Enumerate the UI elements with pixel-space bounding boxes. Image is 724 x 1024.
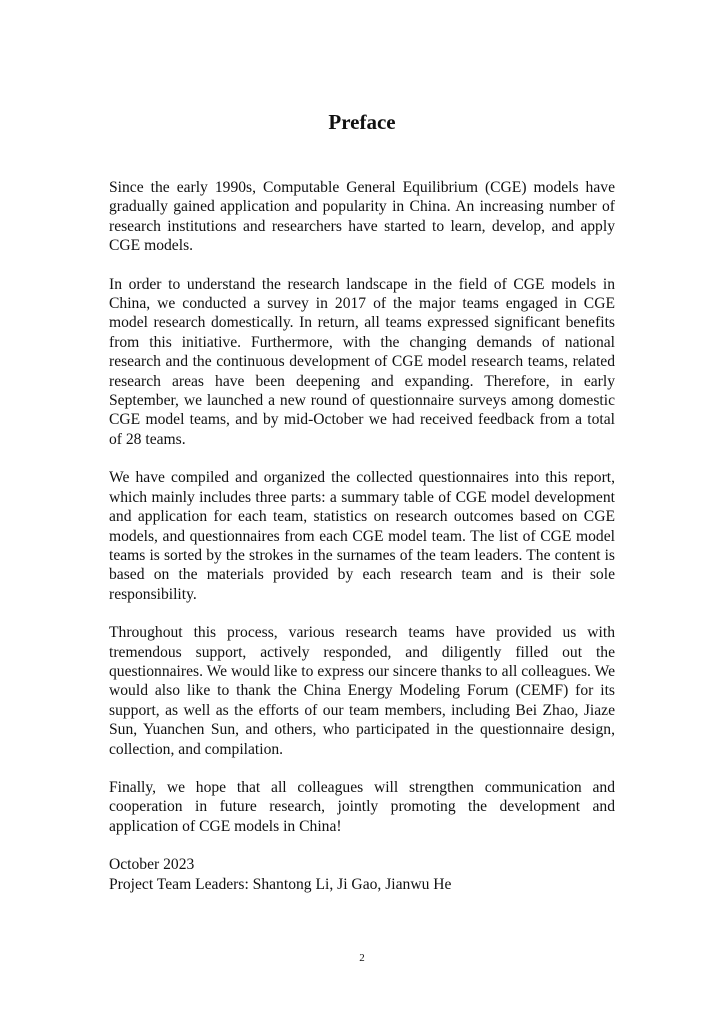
signature-leaders: Project Team Leaders: Shantong Li, Ji Gao, Jianwu He xyxy=(109,875,452,893)
paragraph-survey: In order to understand the research landscape in the field of CGE models in China, we conducted a survey in 2017 of the major teams engaged in CGE model research domestically. In return, all teams expressed significant benefits from this initiative. Furthermore, with the changing demands of national research and the continuous development of CGE model research teams, related research areas have been deepening and expanding. Therefore, in early September, we launched a new round of questionnaire surveys among domestic CGE model teams, and by mid-October we had received feedback from a total of 28 teams. xyxy=(109,275,615,448)
paragraph-closing: Finally, we hope that all colleagues will strengthen communication and cooperation in future research, jointly promoting the development and application of CGE models in China! xyxy=(109,778,615,835)
paragraph-acknowledgements: Throughout this process, various research teams have provided us with tremendous support, actively responded, and diligently filled out the questionnaires. We would like to express our sincere thanks to all colleagues. We would also like to thank the China Energy Modeling Forum (CEMF) for its support, as well as the efforts of our team members, including Bei Zhao, Jiaze Sun, Yuanchen Sun, and others, who participated in the questionnaire design, collection, and compilation. xyxy=(109,624,615,758)
page-number: 2 xyxy=(359,952,365,964)
paragraph-intro: Since the early 1990s, Computable General Equilibrium (CGE) models have gradually gained application and popularity in China. An increasing number of research institutions and researchers have started to learn, develop, and apply CGE models. xyxy=(109,179,615,255)
preface-body xyxy=(109,178,615,894)
page-title: Preface xyxy=(328,110,396,134)
paragraph-report-contents: We have compiled and organized the collected questionnaires into this report, which mainly includes three parts: a summary table of CGE model development and application for each team, statistics on research outcomes based on CGE models, and questionnaires from each CGE model team. The list of CGE model teams is sorted by the strokes in the surnames of the team leaders. The content is based on the materials provided by each research team and is their sole responsibility. xyxy=(109,469,615,603)
signature-date: October 2023 xyxy=(109,856,195,874)
